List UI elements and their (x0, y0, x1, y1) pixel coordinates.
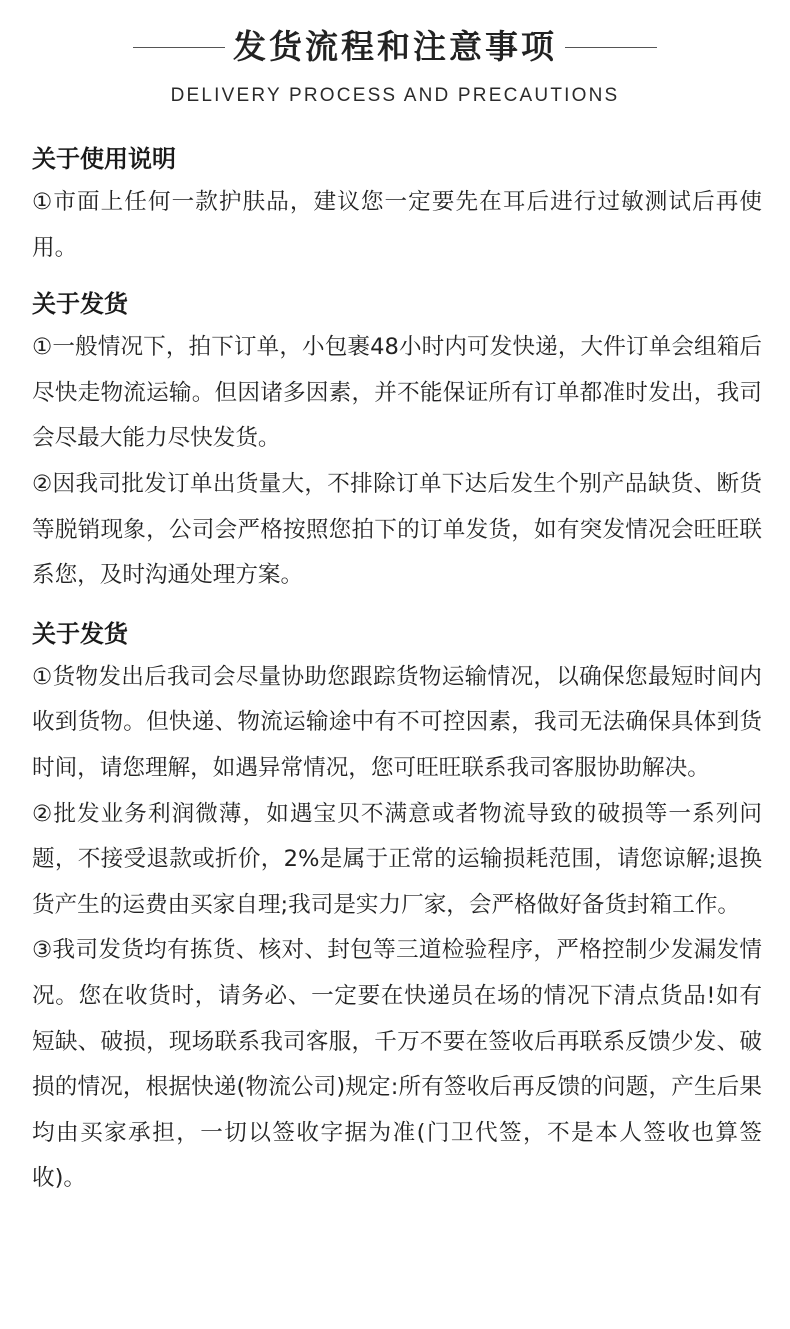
page-title: 发货流程和注意事项 (233, 27, 557, 66)
section-heading: 关于使用说明 (32, 145, 176, 173)
paragraph: ②因我司批发订单出货量大，不排除订单下达后发生个别产品缺货、断货等脱销现象，公司会严格按照您拍下的订单发货，如有突发情况会旺旺联系您，及时沟通处理方案。 (32, 470, 762, 589)
section-shipping-after (32, 613, 762, 1202)
section-heading: 关于发货 (32, 619, 128, 648)
page-subtitle: DELIVERY PROCESS AND PRECAUTIONS (170, 85, 620, 106)
section-shipping (32, 283, 762, 599)
paragraph: ②批发业务利润微薄，如遇宝贝不满意或者物流导致的破损等一系列问题，不接受退款或折价，2%是属于正常的运输损耗范围，请您谅解;退换货产生的运费由买家自理;我司是实力厂家，会严格做好备货封箱工作。 (32, 800, 762, 918)
title-row (0, 22, 790, 72)
paragraph: ①市面上任何一款护肤品，建议您一定要先在耳后进行过敏测试后再使用。 (32, 189, 762, 261)
section-heading: 关于发货 (32, 290, 128, 319)
paragraph: ①货物发出后我司会尽量协助您跟踪货物运输情况，以确保您最短时间内收到货物。但快递、物流运输途中有不可控因素，我司无法确保具体到货时间，请您理解，如遇异常情况，您可旺旺联系我司客服协助解决。 (32, 663, 762, 781)
title-divider-left (133, 47, 225, 48)
section-usage-instructions (32, 138, 762, 271)
paragraph: ①一般情况下，拍下订单，小包裹48小时内可发快递，大件订单会组箱后尽快走物流运输。但因诸多因素，并不能保证所有订单都准时发出，我司会尽最大能力尽快发货。 (32, 334, 762, 452)
content (32, 138, 762, 1202)
page-header (0, 0, 790, 120)
title-divider-right (565, 47, 657, 48)
paragraph: ③我司发货均有拣货、核对、封包等三道检验程序，严格控制少发漏发情况。您在收货时，请务必、一定要在快递员在场的情况下清点货品!如有短缺、破损，现场联系我司客服，千万不要在签收后再联系反馈少发、破损的情况，根据快递(物流公司)规定:所有签收后再反馈的问题，产生后果均由买家承担，一切以签收字据为准(门卫代签，不是本人签收也算签收)。 (32, 937, 762, 1192)
